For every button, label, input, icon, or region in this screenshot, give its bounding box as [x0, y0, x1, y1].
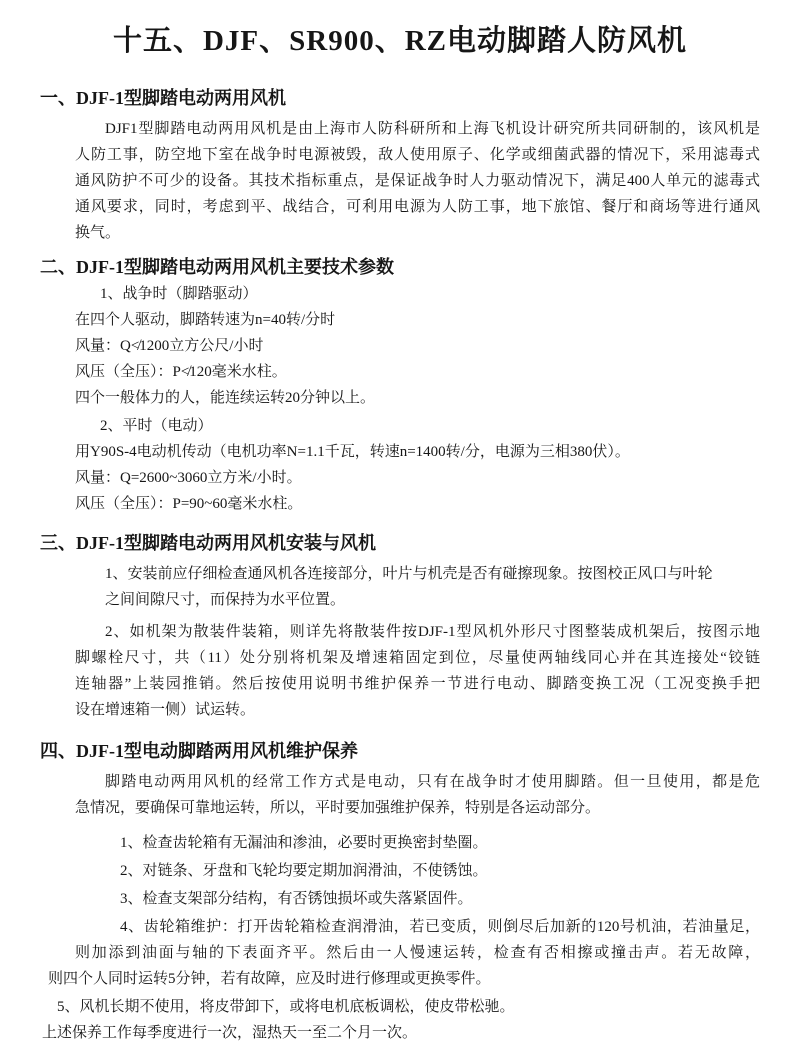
text-line: 风量：Q=2600~3060立方米/小时。: [75, 470, 302, 486]
section-heading: 一、DJF-1型脚踏电动两用风机: [40, 88, 286, 108]
text-line: 之间间隙尺寸，而保持为水平位置。: [105, 592, 346, 608]
text-line: 用Y90S-4电动机传动（电机功率N=1.1千瓦，转速n=1400转/分，电源为三相380伏）。: [75, 444, 630, 460]
doc-body: [0, 86, 800, 1046]
text-line: DJF1型脚踏电动两用风机是由上海市人防科研所和上海飞机设计研究所共同研制的，该风机是: [105, 121, 760, 137]
text-line: 风压（全压）：P=90~60毫米水柱。: [75, 496, 303, 512]
text-line: 则加添到油面与轴的下表面齐平。然后由一人慢速运转，检查有否相擦或撞击声。若无故障，: [75, 945, 760, 961]
text-line: 通风要求，同时，考虑到平、战结合，可利用电源为人防工事，地下旅馆、餐厅和商场等进行通风: [75, 199, 760, 215]
text-line: 通风防护不可少的设备。其技术指标重点，是保证战争时人力驱动情况下，满足400人单元的滤毒式: [75, 173, 760, 189]
text-line: 风量：Q≮1200立方公尺/小时: [75, 338, 264, 354]
text-line: 人防工事，防空地下室在战争时电源被毁，敌人使用原子、化学或细菌武器的情况下，采用滤毒式: [75, 147, 760, 163]
text-line: 在四个人驱动，脚踏转速为n=40转/分时: [75, 312, 336, 328]
text-line: 4、齿轮箱维护：打开齿轮箱检查润滑油，若已变质，则倒尽后加新的120号机油，若油量足，: [120, 919, 760, 935]
text-line: 则四个人同时运转5分钟，若有故障，应及时进行修理或更换零件。: [48, 971, 491, 987]
text-line: 3、检查支架部分结构，有否锈蚀损坏或失落紧固件。: [120, 891, 473, 907]
text-line: 2、如机架为散装件装箱，则详先将散装件按DJF-1型风机外形尺寸图整装成机架后，按图示地: [105, 624, 760, 640]
text-line: 2、对链条、牙盘和飞轮均要定期加润滑油，不使锈蚀。: [120, 863, 488, 879]
text-line: 脚踏电动两用风机的经常工作方式是电动，只有在战争时才使用脚踏。但一旦使用，都是危: [105, 774, 760, 790]
text-line: 连轴器”上装园推销。然后按使用说明书维护保养一节进行电动、脚踏变换工况（工况变换手把: [75, 676, 760, 692]
text-line: 风压（全压）：P≮120毫米水柱。: [75, 364, 287, 380]
text-line: 换气。: [75, 225, 121, 241]
text-line: 四个一般体力的人，能连续运转20分钟以上。: [75, 390, 376, 406]
section-heading: 二、DJF-1型脚踏电动两用风机主要技术参数: [40, 257, 394, 277]
text-line: 脚螺栓尺寸，共（11）处分别将机架及增速箱固定到位，尽量使两轴线同心并在其连接处“铰链: [75, 650, 760, 666]
text-line: 上述保养工作每季度进行一次，湿热天一至二个月一次。: [42, 1025, 418, 1041]
section-heading: 三、DJF-1型脚踏电动两用风机安装与风机: [40, 533, 376, 553]
text-line: 1、战争时（脚踏驱动）: [100, 286, 258, 302]
text-line: 急情况，要确保可靠地运转，所以，平时要加强维护保养，特别是各运动部分。: [75, 800, 601, 816]
text-line: 1、安装前应仔细检查通风机各连接部分，叶片与机壳是否有碰擦现象。按图校正风口与叶轮: [105, 566, 713, 582]
text-line: 设在增速箱一侧）试运转。: [75, 702, 256, 718]
text-line: 5、风机长期不使用，将皮带卸下，或将电机底板调松，使皮带松驰。: [57, 999, 515, 1015]
text-line: 2、平时（电动）: [100, 418, 213, 434]
text-line: 1、检查齿轮箱有无漏油和渗油，必要时更换密封垫圈。: [120, 835, 488, 851]
section-heading: 四、DJF-1型电动脚踏两用风机维护保养: [40, 741, 358, 761]
doc-title: 十五、DJF、SR900、RZ电动脚踏人防风机: [112, 25, 687, 57]
